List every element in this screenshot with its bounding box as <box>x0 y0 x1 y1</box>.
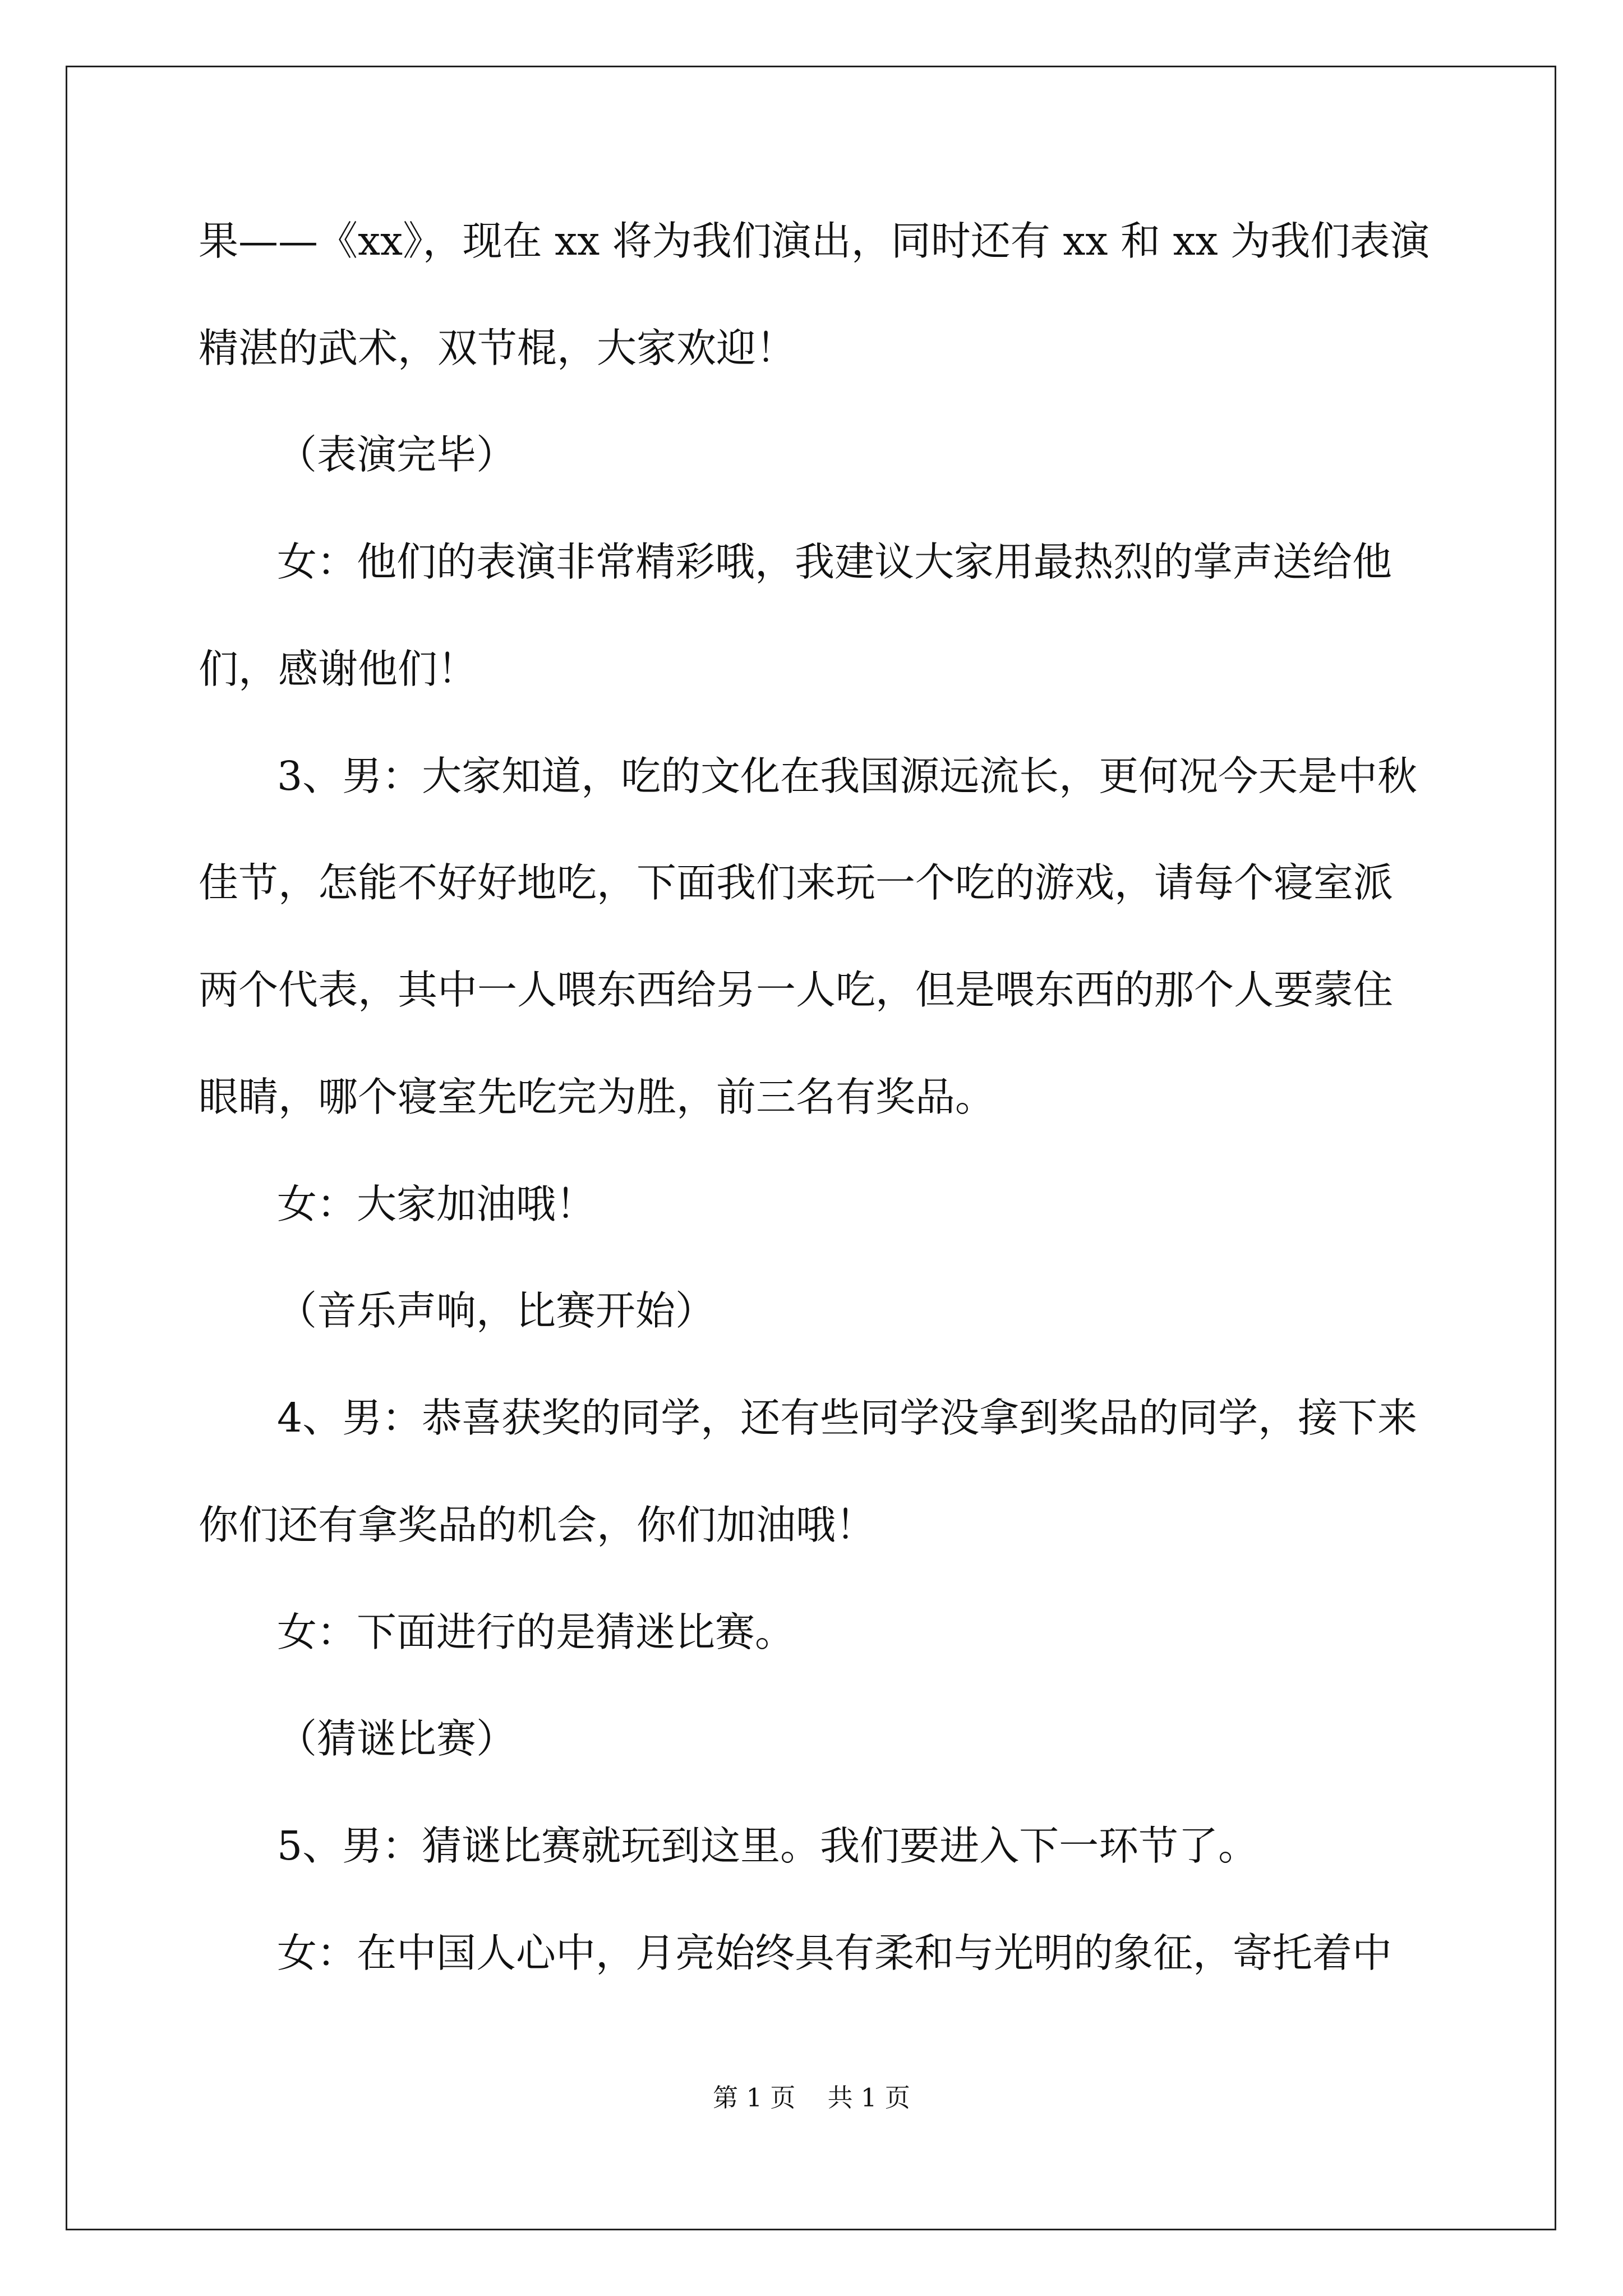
text-line: 5、男：猜谜比赛就玩到这里。我们要进入下一环节了。 <box>277 1823 1258 1869</box>
text-line: 两个代表，其中一人喂东西给另一人吃，但是喂东西的那个人要蒙住 <box>199 967 1394 1013</box>
text-line: 果——《xx》，现在 xx 将为我们演出，同时还有 xx 和 xx 为我们表演 <box>199 218 1430 264</box>
text-line: （表演完毕） <box>277 431 517 478</box>
text-line: 3、男：大家知道，吃的文化在我国源远流长，更何况今天是中秋 <box>277 753 1418 799</box>
text-line: 女：他们的表演非常精彩哦，我建议大家用最热烈的掌声送给他 <box>277 539 1393 585</box>
text-line: 佳节，怎能不好好地吃，下面我们来玩一个吃的游戏，请每个寝室派 <box>199 859 1394 906</box>
text-line: 们，感谢他们！ <box>199 646 478 692</box>
page-border <box>66 66 1556 2230</box>
text-line: 眼睛，哪个寝室先吃完为胜，前三名有奖品。 <box>199 1074 995 1120</box>
text-line: 4、男：恭喜获奖的同学，还有些同学没拿到奖品的同学，接下来 <box>277 1395 1418 1441</box>
page-number-footer: 第 1 页 共 1 页 <box>713 2083 910 2113</box>
text-line: 你们还有拿奖品的机会，你们加油哦！ <box>199 1502 876 1548</box>
text-line: 精湛的武术，双节棍，大家欢迎！ <box>199 325 796 371</box>
text-line: 女：下面进行的是猜迷比赛。 <box>277 1609 795 1655</box>
text-line: 女：在中国人心中，月亮始终具有柔和与光明的象征，寄托着中 <box>277 1930 1393 1976</box>
text-line: （猜谜比赛） <box>277 1715 517 1762</box>
text-line: （音乐声响，比赛开始） <box>277 1287 716 1334</box>
text-line: 女：大家加油哦！ <box>277 1181 596 1227</box>
